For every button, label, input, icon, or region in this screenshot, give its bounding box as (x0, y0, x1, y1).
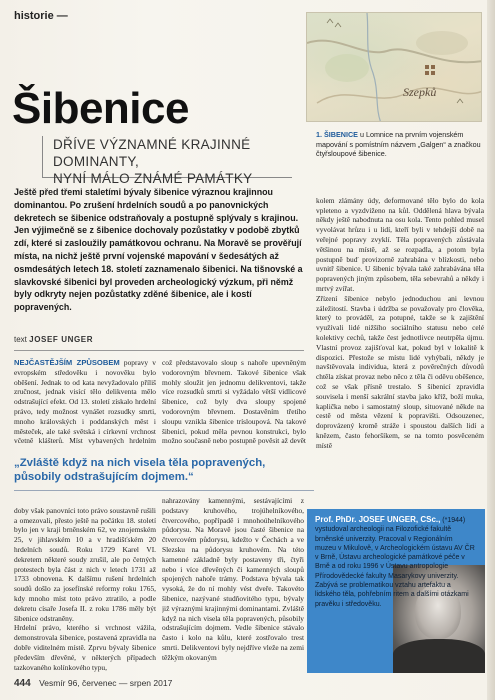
section-tag: historie — (14, 10, 68, 22)
author-bio-box (307, 509, 485, 673)
lead-paragraph: Ještě před třemi staletími bývaly šibenice výraznou krajinnou dominantou. Po zrušení hrdelních soudů a po panovnických dekretech se šibenice odstraňovaly a postupně splývaly s krajinou. Jen výjimečně se z šibenice dochovaly pozůstatky v podobě zbytků zdí, které si zasloužily památkovou ochranu. Na Moravě se prověřují místa, na nichž ještě první vojenské mapování v šedesátých až osmdesátých letech 18. století zaznamenalo šibenici. Na tišnovské a slavkovské šibenici byl proveden archeologický výzkum, při němž byly odkryty nejen pozůstatky zděné šibenice, ale i kostí popravených. (14, 187, 303, 313)
footer-text: Vesmír 96, červenec — srpen 2017 (39, 678, 173, 688)
caption-text: u Lomnice na prvním vojenském mapování s pomístním názvem „Galgen“ a značkou čtyřsloupové šibenice. (316, 130, 481, 159)
subtitle-box (42, 136, 292, 186)
author-prefix: text (14, 335, 27, 344)
page-footer (14, 678, 172, 689)
subtitle-line-1: DŘÍVE VÝZNAMNÉ KRAJINNÉ DOMINANTY, (53, 137, 251, 169)
caption-number: 1. (316, 130, 322, 139)
column-4-text: doby však panovníci toto právo soustavně rušili a omezovali, přesto ještě na počátku 18. století bylo jen v kraji brněnském 62, ve znojemském 25, v jihlavském 10 a v hradišťském 20 hrdelních soudů. Roku 1729 Karel VI. dekretem některé soudy zrušil, ale po četných protestech byla část z nich v letech 1731 až 1733 obnovena. K dalšímu rušení hrdelních soudů došlo za josefínské reformy roku 1765, kdy mnoho míst toto právo ztratilo, a podle dekretu císaře Josefa II. z roku 1786 měly být šibenice odstraněny. Hrdelní právo, kterého si vrchnost vážila, demonstrovala šibenice, postavená zpravidla na dobře viditelném místě. Zprvu bývaly šibenice především dřevěné, v některých případech tazkovaného kolínkového typu, (14, 505, 156, 672)
figure-caption (316, 130, 484, 159)
page-edge (487, 0, 495, 700)
author-name: JOSEF UNGER (29, 335, 94, 344)
quote-divider (14, 490, 314, 491)
subtitle-line-2: NYNÍ MÁLO ZNÁMÉ PAMÁTKY (53, 171, 253, 186)
page-number: 444 (14, 678, 31, 689)
body-column-3 (316, 186, 484, 504)
body-column-4 (14, 496, 156, 672)
body-column-1 (14, 358, 156, 448)
author-photo-shoulders (393, 639, 485, 673)
column-3-text: kolem zlámány údy, deformované tělo bylo do kola vpleteno a vyzdviženo na kůl. Oddělená hlava bývala někdy ještě nabodnuta na osu kola. Tento pohled musel vyvolávat hrůzu i u lidí, kteří byli v tehdejší době na veřejné popravy zvyklí. Těla popravených zůstávala většinou na místě, až se rozpadla, a potom byla postupně buď provizorně zahrabána v blízkosti, nebo uvnitř šibenice. U šibenic bývala také zahrabávána těla popravených jiným způsobem, těla sebevrahů a někdy i mrtvý zvířat. Zřízení šibenice nebylo jednoduchou ani levnou záležitostí. Stavba i údržba se považovaly pro člověka, který to prováděl, za potupné, takže se k zajištění využívali lidé nižšího sociálního statusu nebo celé kolektivy cechů, takže čest jednotlivce neutrpěla újmu. Vlastní provoz zajišťoval kat, pokud byl v lokalitě k dispozici. Přestože se místu lidé vyhýbali, někdy je navštěvovala individua, která z pověrečných důvodů chtěla získat provaz nebo něco z těla či oděvu oběšence, což se však přísně trestalo. S šibenicí zpravidla souvisela i menší sakrální stavba jako kříž, boží muka, kaplička nebo i samostatný sloup, situované někde na cestě od města vězení k popravišti. Odsouzenec, doprovázený kromě stráže i spoustou dalších lidí a knězem, často fehoršíkem, se na tomto posvěceném místě (316, 195, 484, 450)
divider-rule (14, 350, 304, 351)
caption-keyword: ŠIBENICE (324, 130, 358, 139)
body-column-5 (162, 496, 304, 672)
article-title: Šibenice (12, 84, 189, 133)
bio-name: Prof. PhDr. JOSEF UNGER, CSc., (315, 515, 441, 524)
bio-description: (*1944) vystudoval archeologii na Filozofické fakultě brněnské univerzity. Pracoval v Regionálním muzeu v Mikulově, v Archeologickém ústavu AV ČR v Brně, Ústavu archeologické památkové péče v Brně a od roku 1996 v Ústavu antropologie Přírodovědecké fakulty Masarykovy univerzity. Zabývá se problematikou vztahu artefaktu a lidského těla, pohřebním ritem a dalšími otázkami pravěku i středověku. (315, 517, 475, 608)
pull-quote: „Zvláště když na nich visela těla popravených, působily odstrašujícím dojmem.“ (14, 457, 266, 483)
historical-map-image (306, 12, 482, 122)
body-column-2 (162, 358, 306, 448)
map-drawing (307, 13, 482, 122)
map-label: Szepků (403, 85, 437, 99)
author-line (14, 335, 93, 344)
column-5-text: nahrazovány kamennými, sestávajícími z podstavy kruhového, trojúhelníkového, čtvercového, popřípadě i mnohoúhelníkového půdorysu. Na Moravě jsou časté šibenice na čtvercovém půdorysu, kdežto v Čechách a ve Slezsku na půdorysu kruhovém. Na této kamenné základně byly postaveny tři, čtyři nebo i více dřevěných či kamenných sloupů spojených nahoře trámy. Podstava bývala tak vysoká, že do ní mohly vést dveře. Takovéto šibenice, nazývané studňovitého typu, bývaly již výraznými krajinnými dominantami. Zvláště když na nich visela těla popravených, působily odstrašujícím dojmem. Vedle šibenice stávalo často i kolo na kůlu, které zostřovalo trest smrti. Delikventovi byly nejdříve vleže na zemi těžkým okovaným (162, 496, 304, 662)
column-lead-in: NEJČASTĚJŠÍM ZPŮSOBEM (14, 358, 120, 367)
column-2-text: což představovalo sloup s nahoře upevněným vodorovným břevnem. Takové šibenice však mohly sloužit jen jednomu delikventovi, takže více rozsudků smrti si vyžádalo větší vidlicové šibenice, což byly dva sloupy spojené vodorovným břevnem. Dostavěním třetího sloupu vznikla šibenice trísloupová. Na takové šibenici, pokud měla pevnou konstrukci, bylo možno současně nebo postupně pověsit až devět (162, 358, 306, 446)
author-bio-text (315, 515, 475, 609)
column-1-text: popravy v evropském středověku i novověku bylo oběšení. Jednak to od kata nevyžadovalo příliš zručnost, jednak visící tělo delikventa mělo odstrašující efekt. Od 13. století získalo hrdelní právo, tedy možnost vynášet rozsudky smrti, mnoho královských i poddanských měst i městeček, ale také světská i církevní vrchnost včetně klášterů. Míst vybavených hrdelním (14, 358, 156, 446)
